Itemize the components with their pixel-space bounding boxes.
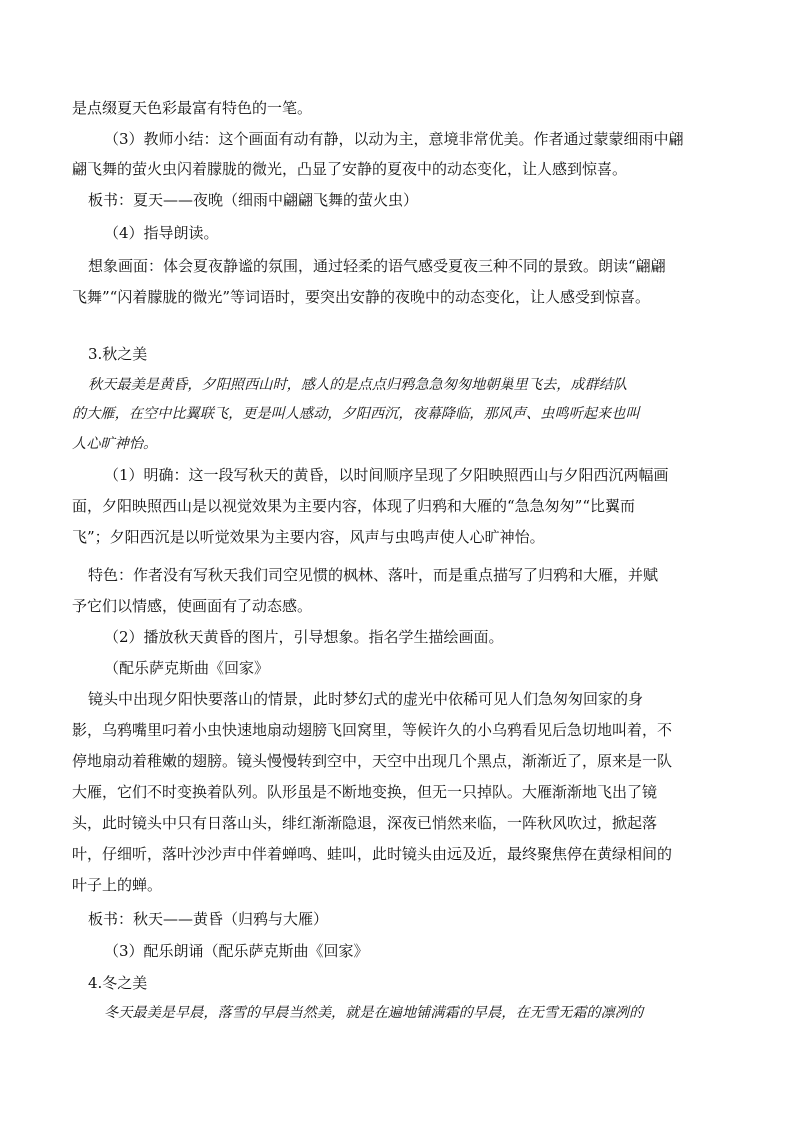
quoted-text-line: 冬天最美是早晨，落雪的早晨当然美，就是在遍地铺满霜的早晨，在无雪无霜的凛冽的	[104, 1005, 644, 1021]
quoted-text-line: 人心旷神怡。	[72, 436, 158, 452]
paragraph-line: 是点缀夏天色彩最富有特色的一笔。	[72, 99, 313, 117]
paragraph-line: （3）教师小结：这个画面有动有静，以动为主，意境非常优美。作者通过蒙蒙细雨中翩	[104, 130, 684, 148]
paragraph-line: 特色：作者没有写秋天我们司空见惯的枫林、落叶，而是重点描写了归鸦和大雁，并赋	[88, 566, 659, 584]
paragraph-line: 叶，仔细听，落叶沙沙声中伴着蝉鸣、蛙叫，此时镜头由远及近，最终聚焦停在黄绿相间的	[72, 845, 673, 863]
paragraph-line: 停地扇动着稚嫩的翅膀。镜头慢慢转到空中，天空中出现几个黑点，渐渐近了，原来是一队	[72, 752, 673, 770]
paragraph-line: 飞”；夕阳西沉是以听觉效果为主要内容，风声与虫鸣声使人心旷神怡。	[72, 528, 545, 546]
paragraph-line: （2）播放秋天黄昏的图片，引导想象。指名学生描绘画面。	[104, 628, 504, 646]
quoted-text-line: 秋天最美是黄昏，夕阳照西山时，感人的是点点归鸦急急匆匆地朝巢里飞去，成群结队	[88, 377, 628, 393]
paragraph-line: 飞舞”“闪着朦胧的微光”等词语时，要突出安静的夜晚中的动态变化，让人感受到惊喜。	[72, 288, 651, 306]
paragraph-line: 翩飞舞的萤火虫闪着朦胧的微光，凸显了安静的夏夜中的动态变化，让人感到惊喜。	[72, 160, 628, 178]
paragraph-line: 面，夕阳映照西山是以视觉效果为主要内容，体现了归鸦和大雁的“急急匆匆”“比翼而	[72, 497, 636, 515]
board-writing-line: 板书：秋天——黄昏（归鸦与大雁）	[88, 910, 329, 928]
paragraph-line: （1）明确：这一段写秋天的黄昏，以时间顺序呈现了夕阳映照西山与夕阳西沉两幅画	[104, 466, 669, 484]
paragraph-line: 叶子上的蝉。	[72, 876, 163, 894]
paragraph-line: 头，此时镜头中只有日落山头，绯红渐渐隐退，深夜已悄然来临，一阵秋风吹过，掀起落	[72, 814, 658, 832]
paragraph-line: （3）配乐朗诵（配乐萨克斯曲《回家》	[104, 942, 369, 960]
section-heading: 4.冬之美	[88, 974, 148, 992]
paragraph-line: 予它们以情感，使画面有了动态感。	[72, 597, 313, 615]
section-heading: 3.秋之美	[88, 345, 148, 363]
board-writing-line: 板书：夏天——夜晚（细雨中翩翩飞舞的萤火虫）	[88, 191, 419, 209]
paragraph-line: 影，乌鸦嘴里叼着小虫快速地扇动翅膀飞回窝里，等候许久的小乌鸦看见后急切地叫着，不	[72, 721, 673, 739]
paragraph-line: （配乐萨克斯曲《回家》	[104, 659, 270, 677]
paragraph-line: （4）指导朗读。	[104, 224, 219, 242]
paragraph-line: 大雁，它们不时变换着队列。队形虽是不断地变换，但无一只掉队。大雁渐渐地飞出了镜	[72, 783, 658, 801]
paragraph-line: 镜头中出现夕阳快要落山的情景，此时梦幻式的虚光中依稀可见人们急匆匆回家的身	[88, 690, 644, 708]
paragraph-line: 想象画面：体会夏夜静谧的氛围，通过轻柔的语气感受夏夜三种不同的景致。朗读“翩翩	[88, 257, 666, 275]
quoted-text-line: 的大雁，在空中比翼联飞，更是叫人感动，夕阳西沉，夜幕降临，那风声、虫鸣听起来也叫	[72, 406, 640, 422]
